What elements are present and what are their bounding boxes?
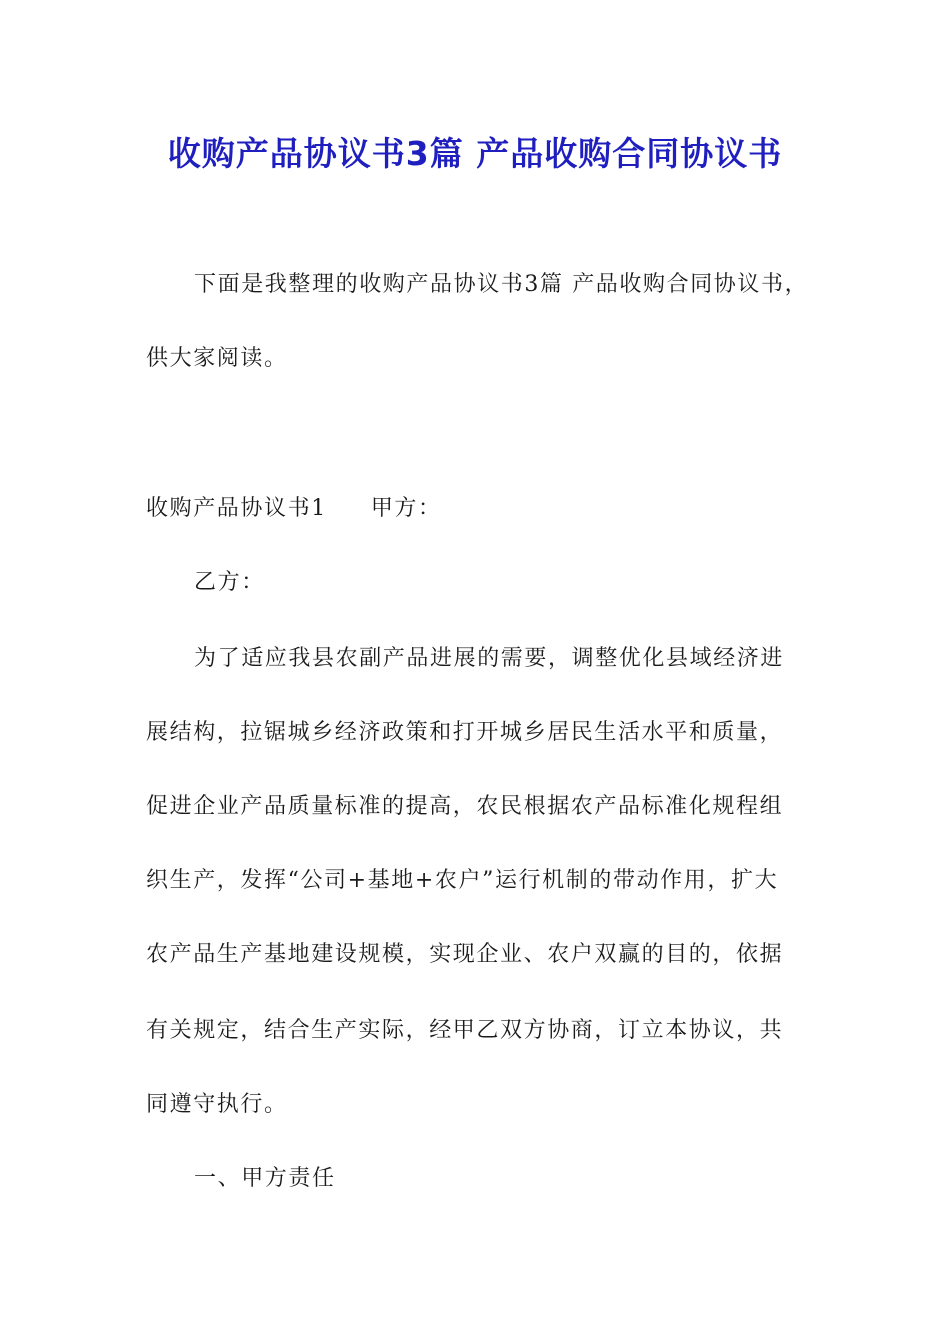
section-heading: 收购产品协议书1	[146, 496, 327, 521]
body-line-3: 促进企业产品质量标准的提高，农民根据农产品标准化规程组	[146, 794, 784, 819]
section-heading-row	[146, 494, 826, 524]
intro-line-1: 下面是我整理的收购产品协议书3篇 产品收购合同协议书，	[194, 272, 809, 297]
body-line-6: 有关规定，结合生产实际，经甲乙双方协商，订立本协议，共	[146, 1018, 784, 1043]
clause-heading-1: 一、甲方责任	[194, 1166, 336, 1191]
party-a-label: 甲方：	[370, 496, 442, 521]
body-line-2: 展结构，拉锯城乡经济政策和打开城乡居民生活水平和质量，	[146, 720, 784, 745]
body-line-4: 织生产，发挥“公司+基地+农户”运行机制的带动作用，扩大	[146, 868, 779, 893]
body-line-5: 农产品生产基地建设规模，实现企业、农户双赢的目的，依据	[146, 942, 784, 967]
party-b-label: 乙方：	[194, 570, 265, 595]
document-title: 收购产品协议书3篇 产品收购合同协议书	[167, 134, 783, 173]
body-line-7: 同遵守执行。	[146, 1092, 288, 1117]
body-line-1: 为了适应我县农副产品进展的需要，调整优化县域经济进	[194, 646, 785, 671]
intro-line-2: 供大家阅读。	[146, 346, 288, 371]
